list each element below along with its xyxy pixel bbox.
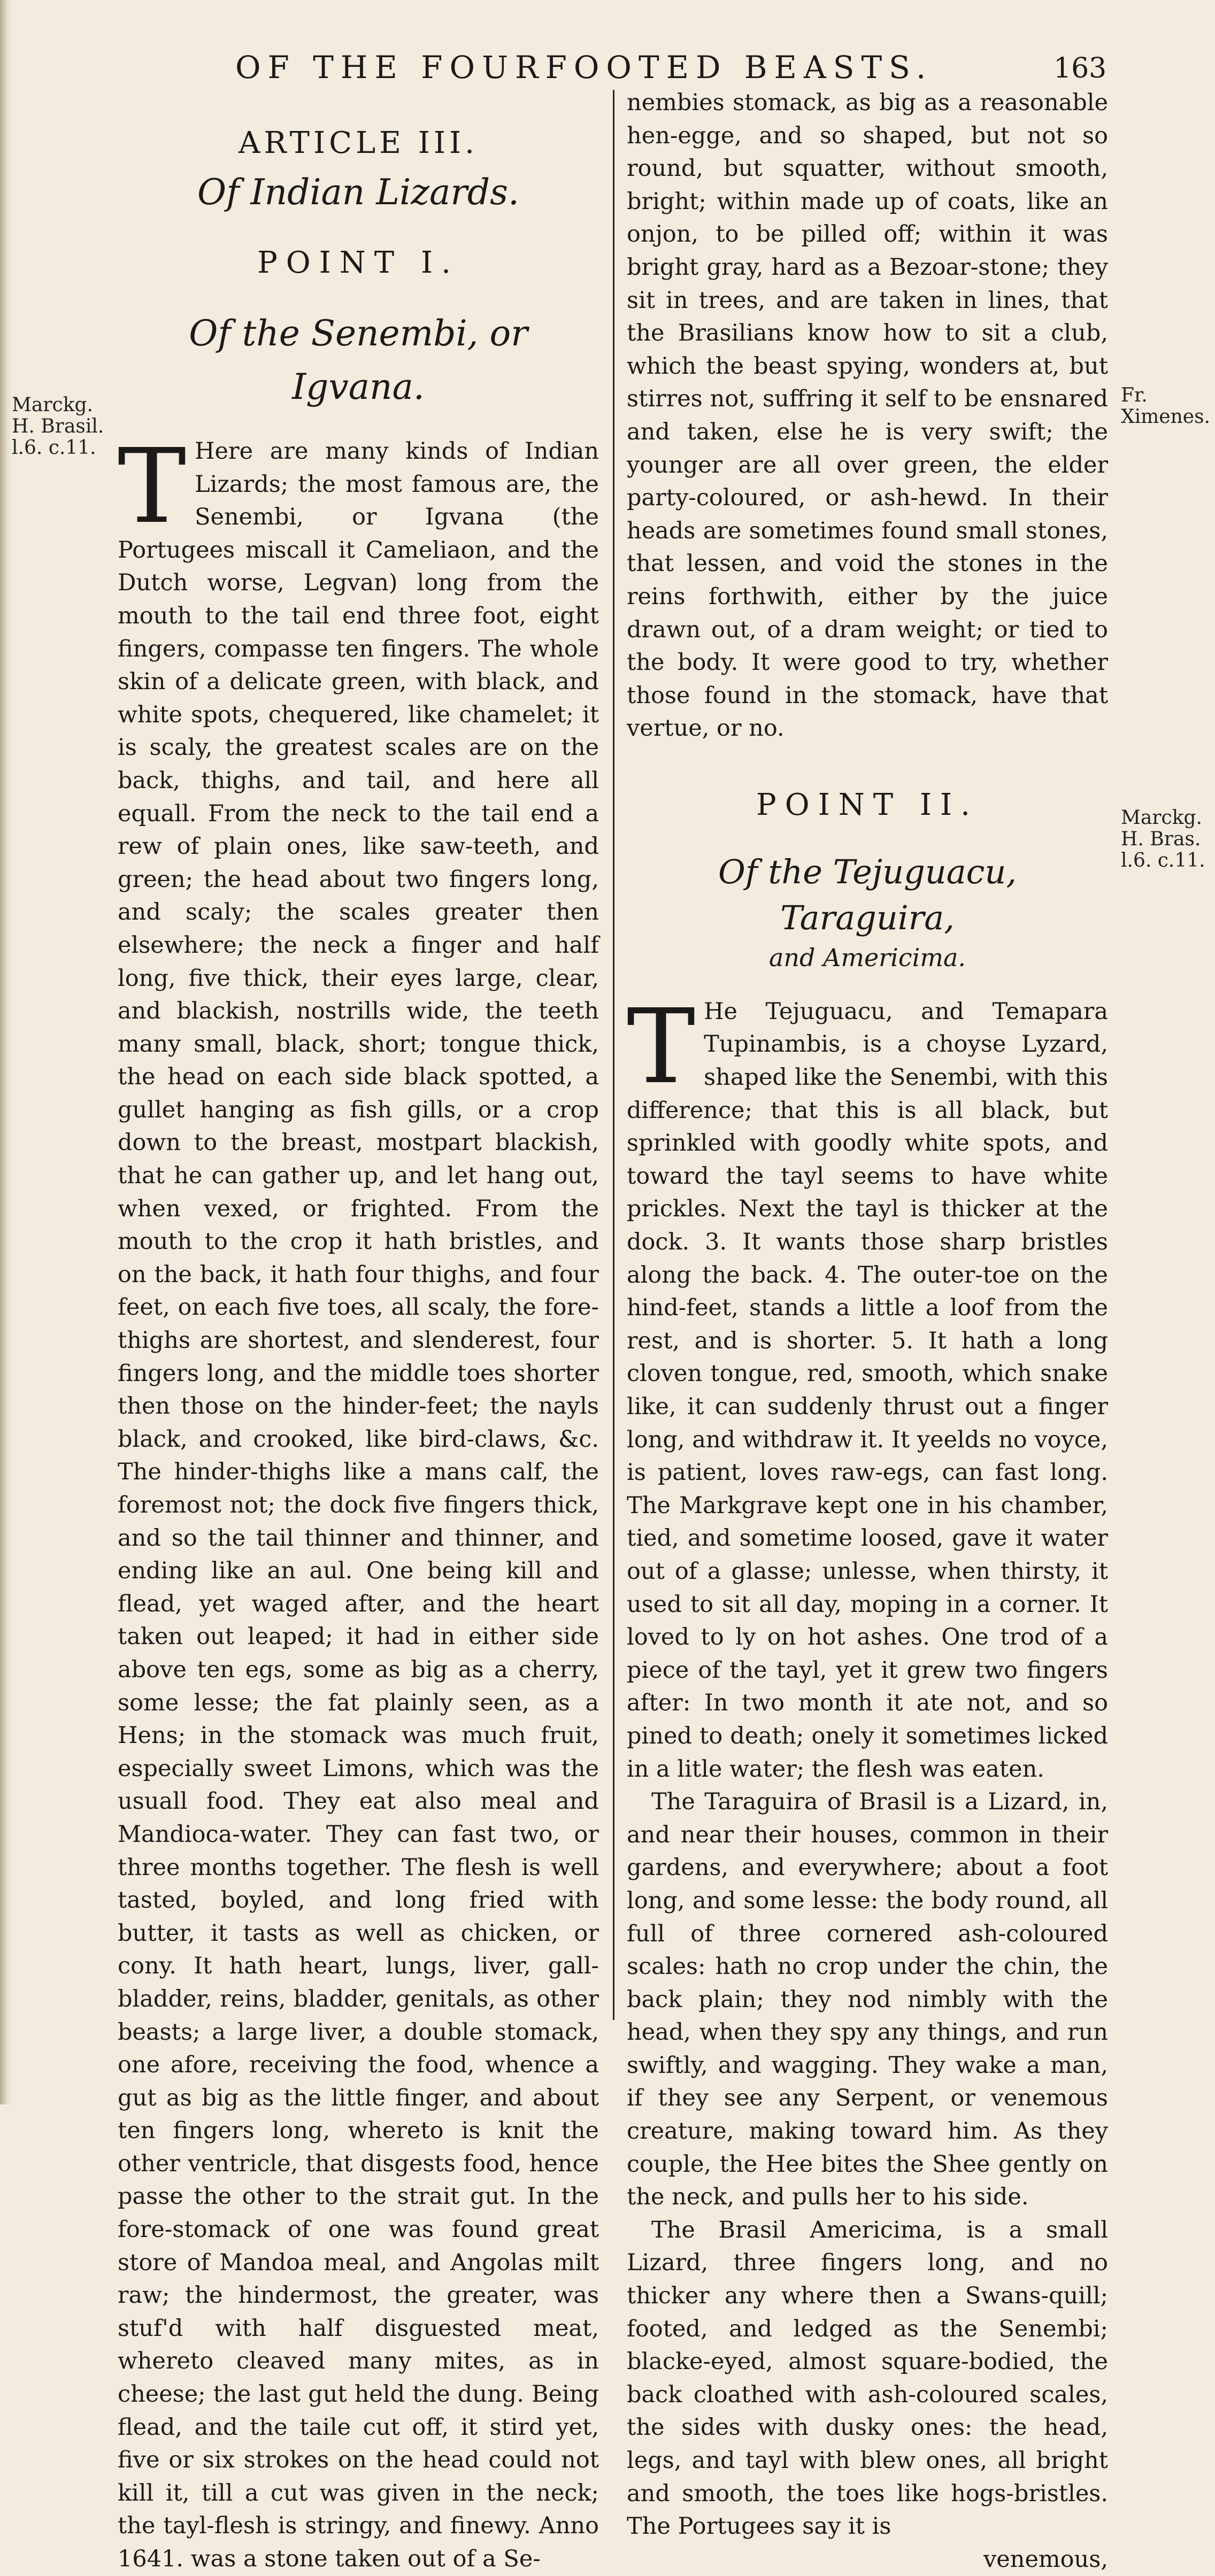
article-title: Of Indian Lizards. [197,172,519,213]
paragraph: The Taraguira of Brasil is a Lizard, in, and near their houses, common in their gardens, and everywhere; about a foot long, and some lesse: the body round, all full of three cornered ash-coloured scales: hath no crop under the chin, the back plain; they nod nimbly with the head, when they spy any things, and run swiftly, and wagging. They wake a man, if they see any Serpent, or venemous creature, making toward him. As they couple, the Hee bites the Shee gently on the neck, and pulls her to his side. [627,1788,1108,2211]
page-number: 163 [1053,52,1107,84]
point-title: Of the Tejuguacu, Taraguira, [718,852,1017,937]
margin-note-line: Marckg. [1121,807,1202,829]
margin-note-left [12,395,104,459]
margin-note-right-marckg [1121,807,1212,871]
paragraph-continued: nembies stomack, as big as a reasonable hen-egge, and so shaped, but not so round, but squatter, without smooth, bright; within made up of coats, like an onjon, to be pilled off; within it was bright gray, hard as a Bezoar-stone; they sit in trees, and are taken in lines, that the Brasilians know how to sit a club, which the beast spying, wonders at, but stirres not, suffring it self to be ensnared and taken, else he is very swift; the younger are all over green, the elder party-coloured, or ash-hewd. In their heads are sometimes found small stones, that lessen, and void the stones in the reins forthwith, either by the juice drawn out, of a dram weight; or tied to the body. It were good to try, whether those found in the stomack, have that vertue, or no. [627,89,1108,742]
margin-note-line: l.6. c.11. [1121,850,1205,871]
point-title-continued: and Americima. [768,943,966,972]
paragraph-text: Here are many kinds of Indian Lizards; the most famous are, the Senembi, or Igvana (the Portugees miscall it Cameliaon, and the Dutch worse, Legvan) long from the mouth to the tail end three foot, eight fingers, compasse ten fingers. The whole skin of a delicate green, with black, and white spots, chequered, like chamelet; it is scaly, the greatest scales are on the back, thighs, and tail, and here all equall. From the neck to the tail end a rew of plain ones, like saw-teeth, and green; the head about two fingers long, and scaly; the scales greater then elsewhere; the neck a finger and half long, five thick, their eyes large, clear, and blackish, nostrills wide, the teeth many small, black, short; tongue thick, the head on each side black spotted, a gullet hanging as fish gills, or a crop down to the breast, mostpart blackish, that he can gather up, and let hang out, when vexed, or frighted. From the mouth to the crop it hath bristles, and on the back, it hath four thighs, and four feet, on each five toes, all scaly, the fore-thighs are shortest, and slenderest, four fingers long, and the middle toes shorter then those on the hinder-feet; the nayls black, and crooked, like bird-claws, &c. The hinder-thighs like a mans calf, the foremost not; the dock five fingers thick, and so the tail thinner and thinner, and ending like an aul. One being kill and flead, yet waged after, and the heart taken out leaped; it had in either side above ten egs, some as big as a cherry, some lesse; the fat plainly seen, as a Hens; in the stomack was much fruit, especially sweet Limons, which was the usuall food. They eat also meal and Mandioca-water. They can fast two, or three months together. The flesh is well tasted, boyled, and long fried with butter, it tasts as well as chicken, or cony. It hath heart, lungs, liver, gall-bladder, reins, bladder, genitals, as other beasts; a large liver, a double stomack, one afore, receiving the food, whence a gut as big as the little finger, and about ten fingers long, whereto is knit the other ventricle, that disgests food, hence passe the other to the strait gut. In the fore-stomack of one was found great store of Mandoa meal, and Angolas milt raw; the hindermost, the greater, was stuf'd with half disguested meat, whereto cleaved many mites, as in cheese; the last gut held the dung. Being flead, and the taile cut off, it stird yet, five or six strokes on the head could not kill it, till a cut was given in the neck; the tayl-flesh is stringy, and finewy. Anno 1641. was a stone taken out of a Se- [118,438,599,2572]
column-rule [613,90,614,2020]
margin-note-line: l.6. c.11. [12,437,96,459]
paragraph [627,987,1108,1786]
paragraph-text: He Tejuguacu, and Temapara Tupinambis, is a choyse Lyzard, shaped like the Senembi, with this difference; that this is all black, but sprinkled with goodly white spots, and toward the tayl seems to have white prickles. Next the tayl is thicker at the dock. 3. It wants those sharp bristles along the back. 4. The outer-toe on the hind-feet, stands a little a loof from the rest, and is shorter. 5. It hath a long cloven tongue, red, smooth, which snake like, it can suddenly thrust out a finger long, and withdraw it. It yeelds no voyce, is patient, loves raw-egs, can fast long. The Markgrave kept one in his chamber, tied, and sometime loosed, gave it water out of a glasse; unlesse, when thirsty, it used to sit all day, moping in a corner. It loved to ly on hot ashes. One trod of a piece of the tayl, yet it grew two fingers after: In two month it ate not, and so pined to death; onely it sometimes licked in a litle water; the flesh was eaten. [627,998,1108,1783]
drop-cap: T [627,987,696,1107]
catchword: venemous, [983,2546,1108,2573]
left-column [118,121,599,2576]
margin-note-line: H. Bras. [1121,828,1201,850]
running-head: OF THE FOURFOOTED BEASTS. [235,49,933,86]
article-heading: ARTICLE III. [239,126,478,160]
point-heading: POINT I. [257,245,459,280]
point-heading: POINT II. [756,787,979,822]
margin-note-right-ximenes: Fr. Ximenes. [1121,384,1210,428]
margin-note-line: Marckg. [12,394,93,416]
drop-cap: T [118,427,187,546]
margin-note-line: H. Brasil. [12,415,104,437]
paragraph [118,427,599,2576]
paragraph: The Brasil Americima, is a small Lizard, three fingers long, and no thicker any where then a Swans-quill; footed, and ledged as the Senembi; blacke-eyed, almost square-bodied, the back cloathed with ash-coloured scales, the sides with dusky ones: the head, legs, and tayl with blew ones, all bright and smooth, the toes like hogs-bristles. The Portugees say it is [627,2216,1108,2540]
right-column [627,87,1108,2576]
point-title: Of the Senembi, or Igvana. [189,313,528,407]
page-binding-shadow [0,0,12,2104]
